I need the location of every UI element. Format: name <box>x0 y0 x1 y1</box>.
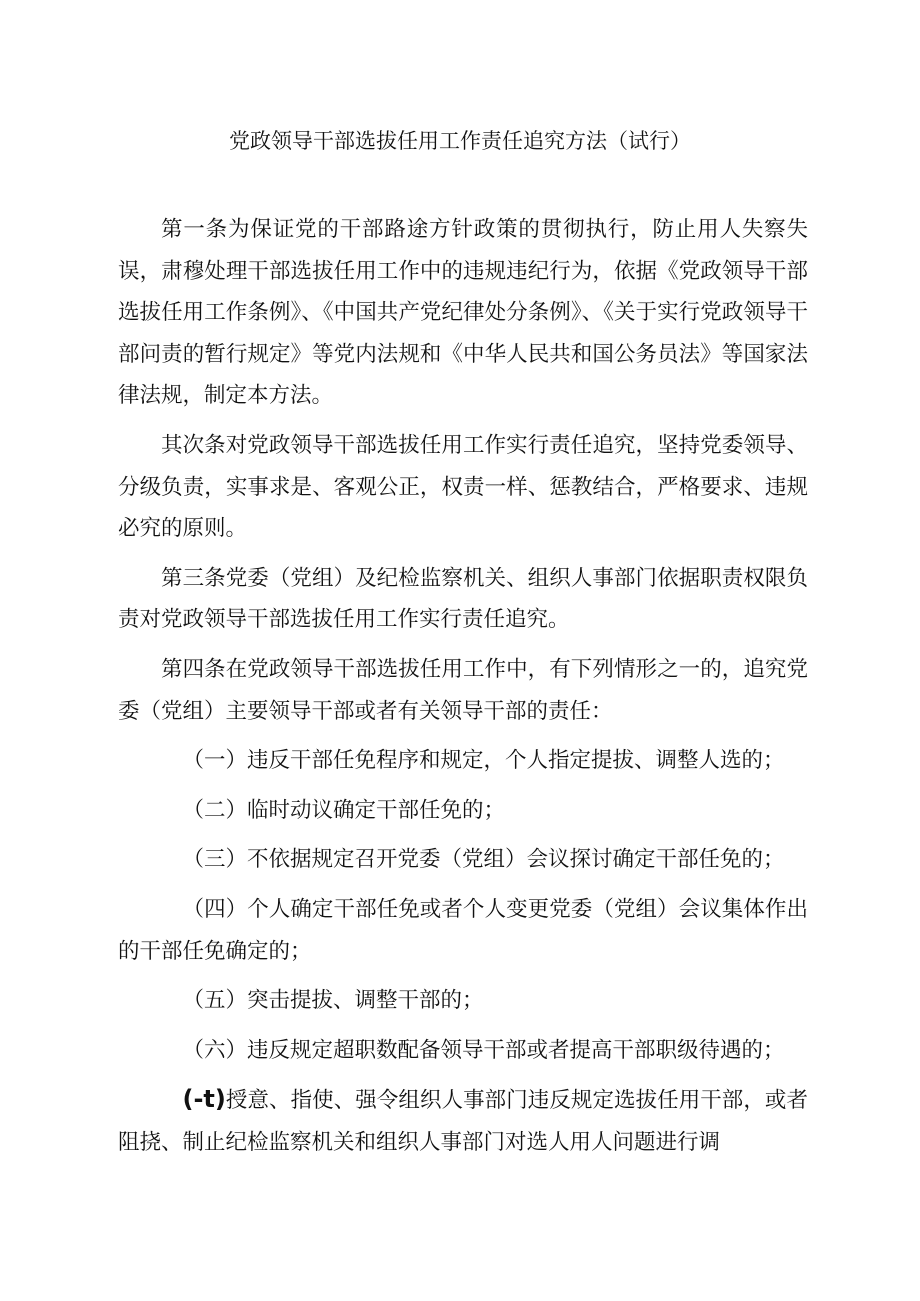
list-item-text: 不依据规定召开党委（党组）会议探讨确定干部任免的； <box>247 847 785 873</box>
document-body <box>118 209 808 1171</box>
list-item-text: 突击提拔、调整干部的； <box>247 988 484 1014</box>
article-2-paragraph: 其次条对党政领导干部选拔任用工作实行责任追究，坚持党委领导、分级负责，实事求是、客观公正，权责一样、惩教结合，严格要求、违规必究的原则。 <box>118 432 808 542</box>
list-item <box>118 839 808 881</box>
list-item-marker: （四） <box>182 896 248 922</box>
list-item-text: 授意、指使、强令组织人事部门违反规定选拔任用干部，或者阻挠、制止纪检监察机关和组织人事部门对选人用人问题进行调 <box>118 1088 808 1155</box>
list-item <box>118 740 808 782</box>
list-item-marker: （二） <box>182 797 248 823</box>
article-4-paragraph: 第四条在党政领导干部选拔任用工作中，有下列情形之一的，追究党委（党组）主要领导干部或者有关领导干部的责任： <box>118 656 808 724</box>
list-item <box>118 790 808 832</box>
list-item-text: 临时动议确定干部任免的； <box>247 797 506 823</box>
list-item <box>118 1030 808 1072</box>
list-item-marker: （三） <box>182 847 248 873</box>
document-title: 党政领导干部选拔任用工作责任追究方法（试行） <box>229 129 691 153</box>
list-item-marker: (-t) <box>182 1085 226 1114</box>
list-item-marker: （五） <box>182 988 248 1014</box>
article-3-paragraph: 第三条党委（党组）及纪检监察机关、组织人事部门依据职责权限负责对党政领导干部选拔任用工作实行责任追究。 <box>118 565 808 633</box>
list-item-marker: （一） <box>182 748 248 774</box>
list-item <box>118 1079 808 1163</box>
list-item-text: 违反干部任免程序和规定，个人指定提拔、调整人选的； <box>247 748 785 774</box>
list-item <box>118 980 808 1022</box>
list-item-marker: （六） <box>182 1037 248 1063</box>
list-item-text: 个人确定干部任免或者个人变更党委（党组）会议集体作出的干部任免确定的； <box>118 896 808 964</box>
list-item <box>118 889 808 972</box>
list-item-text: 违反规定超职数配备领导干部或者提高干部职级待遇的； <box>247 1037 785 1063</box>
article-1-paragraph: 第一条为保证党的干部路途方针政策的贯彻执行，防止用人失察失误，肃穆处理干部选拔任用工作中的违规违纪行为，依据《党政领导干部选拔任用工作条例》、《中国共产党纪律处分条例》、《关于实行党政领导干部问责的暂行规定》等党内法规和《中华人民共和国公务员法》等国家法律法规，制定本方法。 <box>118 217 808 409</box>
